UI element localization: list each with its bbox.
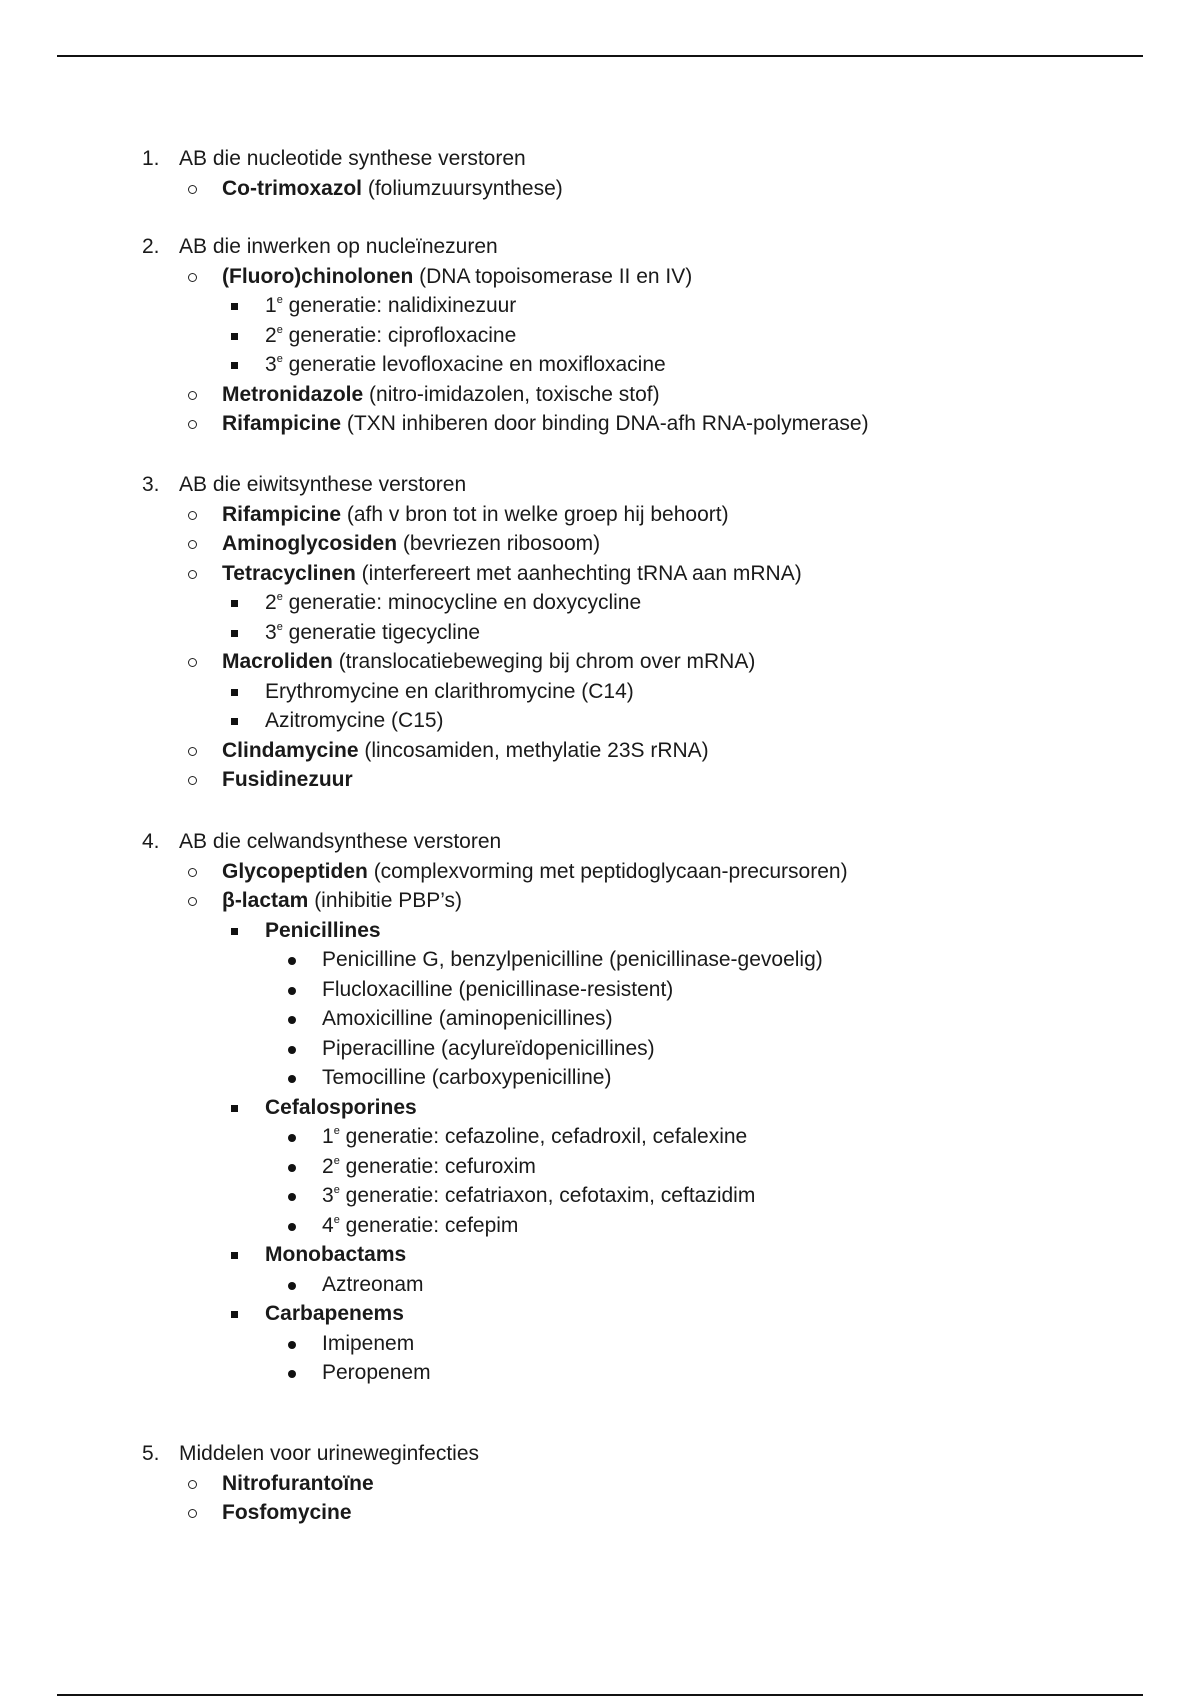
sub-item-ordinal-suffix: e xyxy=(276,620,283,633)
drug-entry xyxy=(322,1272,424,1298)
hollow-bullet-icon xyxy=(188,570,197,579)
drug-class-item xyxy=(222,264,692,290)
sub-item-text: generatie: minocycline en doxycycline xyxy=(282,591,642,614)
drug-class-name: Tetracyclinen xyxy=(222,561,356,585)
drug-entry xyxy=(322,977,673,1003)
drug-entry-text: Penicilline G, benzylpenicilline (penicillinase-gevoelig) xyxy=(322,948,823,971)
drug-entry xyxy=(322,947,823,973)
drug-entry-ordinal-suffix: e xyxy=(333,1125,340,1137)
drug-group-name: Penicillines xyxy=(265,918,381,942)
drug-class-detail: (complexvorming met peptidoglycaan-precursoren) xyxy=(367,859,848,883)
drug-class-item xyxy=(222,531,600,557)
drug-entry-ordinal-suffix: e xyxy=(333,1213,340,1226)
drug-class-item xyxy=(222,176,563,202)
sub-item-ordinal: 3 xyxy=(265,620,277,644)
square-bullet-icon xyxy=(231,718,238,725)
drug-class-name: Fosfomycine xyxy=(222,1501,352,1524)
round-bullet-icon xyxy=(288,1341,296,1349)
drug-entry-ordinal-suffix: e xyxy=(333,1184,340,1196)
section-title: AB die celwandsynthese verstoren xyxy=(179,830,502,853)
square-bullet-icon xyxy=(231,303,238,310)
drug-class-detail: (nitro-imidazolen, toxische stof) xyxy=(363,382,660,406)
drug-group xyxy=(265,1095,417,1121)
sub-item-ordinal-suffix: e xyxy=(276,591,283,603)
round-bullet-icon xyxy=(288,987,296,995)
square-bullet-icon xyxy=(231,362,238,369)
drug-entry-text: Temocilline (carboxypenicilline) xyxy=(322,1066,612,1089)
drug-class-item xyxy=(222,738,709,764)
section-title: AB die nucleotide synthese verstoren xyxy=(179,147,526,170)
sub-item xyxy=(265,590,641,616)
section-title: AB die inwerken op nucleïnezuren xyxy=(179,235,498,258)
drug-class-name: Rifampicine xyxy=(222,502,342,526)
round-bullet-icon xyxy=(288,1016,296,1024)
drug-entry-text: Amoxicilline (aminopenicillines) xyxy=(322,1007,613,1030)
hollow-bullet-icon xyxy=(188,540,197,549)
round-bullet-icon xyxy=(288,1164,296,1172)
sub-item xyxy=(265,679,634,705)
square-bullet-icon xyxy=(231,333,238,340)
hollow-bullet-icon xyxy=(188,185,197,194)
sub-item xyxy=(265,620,480,646)
drug-class-detail: (TXN inhiberen door binding DNA-afh RNA-polymerase) xyxy=(341,412,869,435)
section-number: 4. xyxy=(142,830,160,853)
drug-class-name: Fusidinezuur xyxy=(222,768,353,791)
drug-class-name: Metronidazole xyxy=(222,382,364,406)
section-number: 3. xyxy=(142,473,160,496)
round-bullet-icon xyxy=(288,1370,296,1378)
sub-item-ordinal: 1 xyxy=(265,294,277,317)
drug-class-detail: (inhibitie PBP’s) xyxy=(308,889,463,912)
drug-class-item xyxy=(222,502,729,528)
drug-class-item xyxy=(222,561,802,587)
drug-entry-ordinal-suffix: e xyxy=(333,1154,340,1167)
drug-group xyxy=(265,918,381,944)
drug-entry xyxy=(322,1331,414,1357)
drug-class-name: β-lactam xyxy=(222,889,309,912)
square-bullet-icon xyxy=(231,689,238,696)
drug-group-name: Cefalosporines xyxy=(265,1095,417,1119)
round-bullet-icon xyxy=(288,1193,296,1201)
drug-entry-ordinal: 1 xyxy=(322,1125,334,1148)
square-bullet-icon xyxy=(231,600,238,607)
drug-entry xyxy=(322,1124,747,1150)
drug-entry-text: Aztreonam xyxy=(322,1272,424,1296)
drug-class-name: Aminoglycosiden xyxy=(222,532,398,555)
drug-entry-text: Peropenem xyxy=(322,1361,431,1384)
sub-item-ordinal: 3 xyxy=(265,353,277,376)
round-bullet-icon xyxy=(288,1075,296,1083)
drug-class-name: Rifampicine xyxy=(222,412,342,435)
round-bullet-icon xyxy=(288,1223,296,1231)
drug-class-detail: (interfereert met aanhechting tRNA aan mRNA) xyxy=(355,561,802,585)
drug-class-name: Glycopeptiden xyxy=(222,859,368,883)
drug-entry-text: generatie: cefuroxim xyxy=(339,1154,536,1178)
drug-class-name: Macroliden xyxy=(222,650,333,673)
drug-entry-text: generatie: cefepim xyxy=(339,1213,519,1237)
hollow-bullet-icon xyxy=(188,1480,197,1489)
round-bullet-icon xyxy=(288,1134,296,1142)
drug-entry-text: Piperacilline (acylureïdopenicillines) xyxy=(322,1036,655,1060)
drug-class-item xyxy=(222,767,353,793)
drug-group xyxy=(265,1301,404,1327)
drug-class-detail: (translocatiebeweging bij chrom over mRNA) xyxy=(332,650,756,673)
drug-group xyxy=(265,1242,406,1268)
sub-item-text: generatie levofloxacine en moxifloxacine xyxy=(282,353,666,376)
drug-class-item xyxy=(222,859,848,885)
hollow-bullet-icon xyxy=(188,897,197,906)
hollow-bullet-icon xyxy=(188,776,197,785)
sub-item-ordinal-suffix: e xyxy=(276,353,283,365)
footer-rule xyxy=(57,1694,1143,1696)
drug-entry xyxy=(322,1154,536,1180)
section-title: Middelen voor urineweginfecties xyxy=(179,1442,479,1465)
sub-item-ordinal: 2 xyxy=(265,323,277,347)
sub-item xyxy=(265,323,516,349)
round-bullet-icon xyxy=(288,1046,296,1054)
drug-entry-text: Flucloxacilline (penicillinase-resistent) xyxy=(322,977,674,1001)
drug-class-item xyxy=(222,1500,352,1526)
round-bullet-icon xyxy=(288,1282,296,1290)
drug-class-detail: (afh v bron tot in welke groep hij behoort) xyxy=(341,502,729,526)
drug-group-name: Carbapenems xyxy=(265,1302,404,1325)
hollow-bullet-icon xyxy=(188,1509,197,1518)
hollow-bullet-icon xyxy=(188,273,197,282)
sub-item-ordinal-suffix: e xyxy=(276,294,283,306)
section-title: AB die eiwitsynthese verstoren xyxy=(179,473,467,496)
drug-class-item xyxy=(222,382,660,408)
hollow-bullet-icon xyxy=(188,511,197,520)
sub-item xyxy=(265,293,516,319)
drug-class-detail: (foliumzuursynthese) xyxy=(362,176,563,200)
drug-entry-ordinal: 2 xyxy=(322,1154,334,1178)
drug-class-item xyxy=(222,1471,374,1497)
drug-class-name: (Fluoro)chinolonen xyxy=(222,264,414,288)
drug-entry xyxy=(322,1213,518,1239)
drug-entry xyxy=(322,1183,755,1209)
sub-item-text: generatie: ciprofloxacine xyxy=(282,323,517,347)
sub-item xyxy=(265,708,444,734)
sub-item-ordinal: 2 xyxy=(265,591,277,614)
drug-class-name: Nitrofurantoïne xyxy=(222,1471,374,1495)
hollow-bullet-icon xyxy=(188,868,197,877)
sub-item-text: Azitromycine (C15) xyxy=(265,709,444,732)
square-bullet-icon xyxy=(231,1105,238,1112)
hollow-bullet-icon xyxy=(188,420,197,429)
drug-class-item xyxy=(222,411,869,437)
drug-entry-text: Imipenem xyxy=(322,1331,415,1355)
sub-item-ordinal-suffix: e xyxy=(276,323,283,336)
square-bullet-icon xyxy=(231,630,238,637)
sub-item-text: generatie: nalidixinezuur xyxy=(282,294,517,317)
drug-entry-text: generatie: cefazoline, cefadroxil, cefalexine xyxy=(339,1125,748,1148)
drug-group-name: Monobactams xyxy=(265,1243,407,1266)
square-bullet-icon xyxy=(231,928,238,935)
drug-class-item xyxy=(222,888,462,914)
drug-entry-ordinal: 4 xyxy=(322,1213,334,1237)
drug-entry xyxy=(322,1065,611,1091)
sub-item xyxy=(265,352,666,378)
hollow-bullet-icon xyxy=(188,658,197,667)
square-bullet-icon xyxy=(231,1311,238,1318)
drug-class-detail: (lincosamiden, methylatie 23S rRNA) xyxy=(358,738,709,762)
drug-class-detail: (DNA topoisomerase II en IV) xyxy=(413,264,693,288)
section-number: 1. xyxy=(142,147,160,170)
drug-class-item xyxy=(222,649,755,675)
section-number: 2. xyxy=(142,235,160,258)
drug-entry-text: generatie: cefatriaxon, cefotaxim, ceftazidim xyxy=(339,1184,756,1207)
drug-class-detail: (bevriezen ribosoom) xyxy=(397,532,601,555)
hollow-bullet-icon xyxy=(188,747,197,756)
drug-class-name: Clindamycine xyxy=(222,738,359,762)
sub-item-text: Erythromycine en clarithromycine (C14) xyxy=(265,679,634,703)
round-bullet-icon xyxy=(288,957,296,965)
hollow-bullet-icon xyxy=(188,391,197,400)
drug-entry xyxy=(322,1006,613,1032)
drug-entry xyxy=(322,1360,431,1386)
section-number: 5. xyxy=(142,1442,160,1465)
drug-entry-ordinal: 3 xyxy=(322,1184,334,1207)
drug-class-name: Co-trimoxazol xyxy=(222,176,363,200)
drug-entry xyxy=(322,1036,655,1062)
square-bullet-icon xyxy=(231,1252,238,1259)
sub-item-text: generatie tigecycline xyxy=(282,620,481,644)
